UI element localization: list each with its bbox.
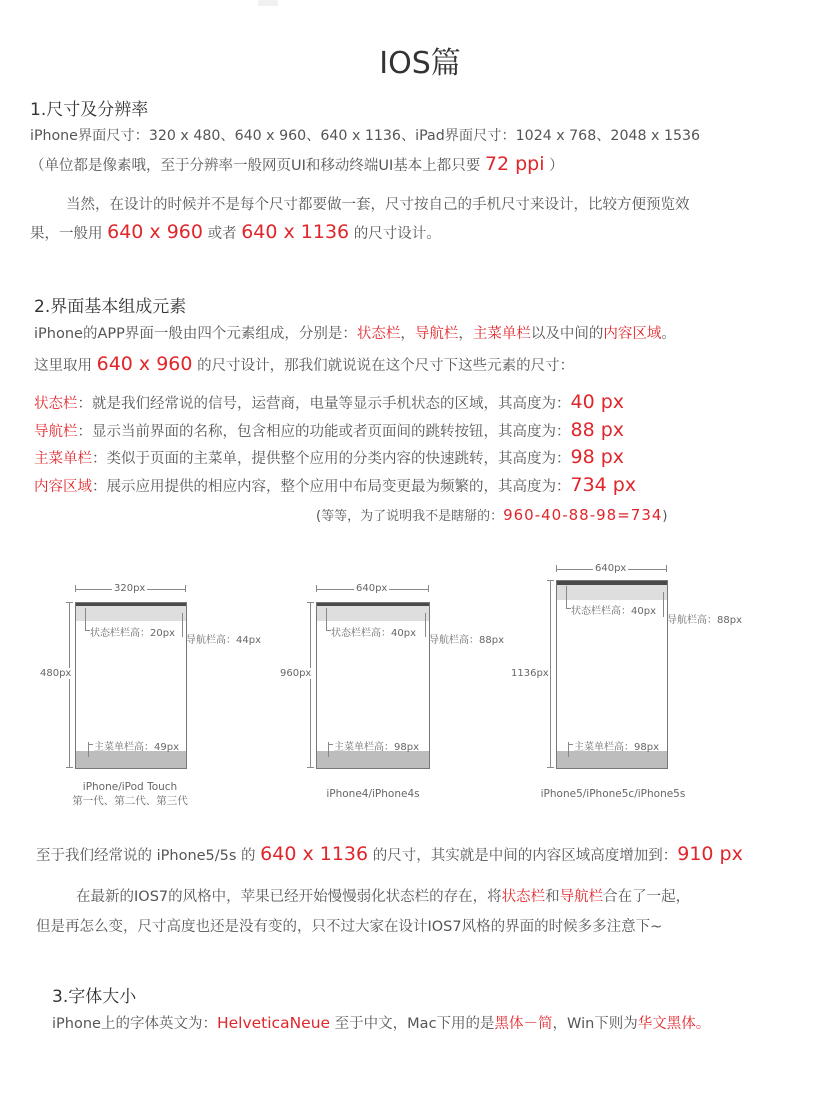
- term-status-bar: 状态栏: [356, 326, 401, 342]
- page-title: IOS篇: [379, 46, 461, 81]
- nav-bar: [76, 606, 186, 621]
- iphone5-size: 640 x 1136: [260, 843, 369, 865]
- intro-end: 。: [661, 326, 676, 342]
- content-height-value: 910 px: [677, 843, 743, 865]
- design-para-mid: 或者: [202, 226, 242, 242]
- design-para-line1: 当然，在设计的时候并不是每个尺寸都要做一套，尺寸按自己的手机尺寸来设计，比较方便预览效: [66, 197, 690, 213]
- font-line-end: 。: [695, 1016, 711, 1032]
- size-basis-line: [34, 353, 574, 375]
- element-item-nav: [34, 419, 624, 441]
- width-label: 320px: [114, 583, 146, 594]
- section-2-heading: 2.界面基本组成元素: [34, 297, 187, 317]
- design-para-pre: 果，一般用: [30, 226, 108, 242]
- element-item-tab: [34, 446, 624, 468]
- calc-note-pre: (等等，为了说明我不是瞎掰的：: [316, 509, 504, 524]
- font-line-pre: iPhone上的字体英文为：: [52, 1016, 217, 1032]
- element-desc: ：类似于页面的主菜单，提供整个应用的分类内容的快速跳转，其高度为：: [92, 451, 571, 467]
- ppi-value: 72 ppi: [484, 153, 545, 175]
- font-line-mid2: ，Win下则为: [552, 1016, 638, 1032]
- element-height: 98 px: [570, 446, 625, 468]
- height-label: 480px: [40, 668, 72, 679]
- ios7-para-line2: 但是再怎么变，尺寸高度也还是没有变的，只不过大家在设计IOS7风格的界面的时候多多注意下~: [36, 919, 663, 935]
- height-label: 1136px: [511, 668, 549, 679]
- ppi-line: [30, 153, 564, 175]
- nav-bar: [317, 606, 429, 621]
- section-1-heading: 1.尺寸及分辨率: [30, 100, 149, 120]
- intro-mid: 以及中间的: [530, 326, 604, 342]
- ios7-status-term: 状态栏: [501, 889, 546, 905]
- element-label: 导航栏: [34, 424, 78, 440]
- status-height-label: 状态栏栏高：40px: [571, 606, 656, 617]
- sep-2: ，: [458, 326, 473, 342]
- tab-bar: [76, 751, 186, 768]
- ppi-line-post: ）: [544, 158, 564, 174]
- status-height-label: 状态栏栏高：20px: [90, 628, 175, 639]
- section-3-heading: 3.字体大小: [52, 987, 137, 1007]
- element-desc: ：显示当前界面的名称，包含相应的功能或者页面间的跳转按钮，其高度为：: [77, 424, 571, 440]
- device-caption-sub: 第一代、第二代、第三代: [72, 795, 188, 807]
- element-desc: ：就是我们经常说的信号，运营商，电量等显示手机状态的区域，其高度为：: [77, 396, 571, 412]
- size-640x1136: 640 x 1136: [241, 221, 350, 243]
- sep-1: ，: [400, 326, 415, 342]
- element-height: 734 px: [570, 474, 637, 496]
- status-height-label: 状态栏栏高：40px: [331, 628, 416, 639]
- tab-height-label: 主菜单栏高：98px: [574, 742, 659, 753]
- ios7-para-line1: [76, 885, 690, 906]
- design-para-line2: [30, 221, 441, 243]
- design-para-post: 的尺寸设计。: [349, 226, 441, 242]
- font-win: 华文黑体: [637, 1016, 696, 1032]
- font-english: HelveticaNeue: [216, 1014, 331, 1032]
- term-tab-bar: 主菜单栏: [472, 326, 531, 342]
- tab-bar: [557, 751, 667, 768]
- term-nav-bar: 导航栏: [414, 326, 459, 342]
- iphone5-line-pre: 至于我们经常说的 iPhone5/5s 的: [36, 848, 261, 864]
- size-basis-value: 640 x 960: [96, 353, 193, 375]
- nav-height-label: 导航栏高：88px: [429, 635, 504, 646]
- size-640x960: 640 x 960: [107, 221, 203, 243]
- element-label: 内容区域: [34, 479, 92, 495]
- calc-note: [316, 505, 667, 524]
- tab-bar: [317, 751, 429, 768]
- device-caption: iPhone4/iPhone4s: [326, 788, 420, 800]
- element-label: 状态栏: [34, 396, 78, 412]
- calc-note-post: ): [662, 509, 668, 524]
- ios7-pre: 在最新的IOS7的风格中，苹果已经开始慢慢弱化状态栏的存在，将: [76, 889, 502, 905]
- ppi-line-pre: （单位都是像素哦，至于分辨率一般网页UI和移动终端UI基本上都只要: [30, 158, 485, 174]
- iphone5-line-mid: 的尺寸，其实就是中间的内容区域高度增加到：: [368, 848, 678, 864]
- size-basis-pre: 这里取用: [34, 358, 97, 374]
- tab-height-label: 主菜单栏高：98px: [334, 742, 419, 753]
- font-line: [52, 1012, 710, 1033]
- element-item-content: [34, 474, 636, 496]
- nav-bar: [557, 585, 667, 600]
- ios7-nav-term: 导航栏: [559, 889, 604, 905]
- nav-height-label: 导航栏高：44px: [186, 635, 261, 646]
- ios7-post: 合在了一起，: [603, 889, 691, 905]
- device-caption: iPhone5/iPhone5c/iPhone5s: [540, 788, 686, 800]
- element-desc: ：展示应用提供的相应内容，整个应用中布局变更最为频繁的，其高度为：: [92, 479, 571, 495]
- calc-equation: 960-40-88-98=734: [503, 506, 663, 524]
- element-item-status: [34, 391, 624, 413]
- iphone5-content-line: [36, 843, 743, 865]
- element-height: 88 px: [570, 419, 625, 441]
- elements-intro-pre: iPhone的APP界面一般由四个元素组成，分别是：: [34, 326, 357, 342]
- size-basis-post: 的尺寸设计，那我们就说说在这个尺寸下这些元素的尺寸：: [192, 358, 575, 374]
- ios7-and: 和: [545, 889, 560, 905]
- element-height: 40 px: [570, 391, 625, 413]
- font-mac: 黑体－简: [494, 1016, 553, 1032]
- width-label: 640px: [595, 563, 627, 574]
- screen-sizes-line: iPhone界面尺寸：320 x 480、640 x 960、640 x 1136、iPad界面尺寸：1024 x 768、2048 x 1536: [30, 128, 701, 144]
- height-label: 960px: [280, 668, 312, 679]
- device-caption: iPhone/iPod Touch: [82, 781, 178, 793]
- tab-height-label: 主菜单栏高：49px: [94, 742, 179, 753]
- top-mark: [258, 0, 278, 6]
- element-label: 主菜单栏: [34, 451, 92, 467]
- width-label: 640px: [356, 583, 388, 594]
- nav-height-label: 导航栏高：88px: [667, 615, 742, 626]
- font-line-mid1: 至于中文，Mac下用的是: [330, 1016, 495, 1032]
- elements-intro: [34, 322, 676, 343]
- term-content-area: 内容区域: [603, 326, 662, 342]
